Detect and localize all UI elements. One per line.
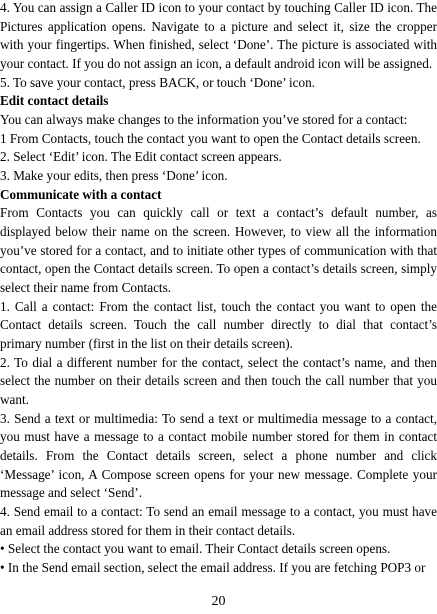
paragraph-save-contact: 5. To save your contact, press BACK, or touch ‘Done’ icon.: [0, 74, 316, 90]
heading-communicate-with-contact: Communicate with a contact: [0, 186, 162, 202]
paragraph-edit-intro: You can always make changes to the information you’ve stored for a contact:: [0, 112, 408, 128]
paragraph-caller-id: 4. You can assign a Caller ID icon to your contact by touching Caller ID icon. The Pictures application opens. Navigate to a picture and select it, size the cropper with your fingertips. When finished, select ‘Done’. The picture is associated with your contact. If you do not assign an icon, a default android icon will be assigned.: [0, 0, 437, 72]
paragraph-call-contact: 1. Call a contact: From the contact list, touch the contact you want to open the Contact details screen. Touch the call number directly to dial that contact’s primary number (first in the list on their details screen).: [0, 298, 437, 352]
paragraph-edit-step-1: 1 From Contacts, touch the contact you want to open the Contact details screen.: [0, 130, 421, 146]
paragraph-edit-step-3: 3. Make your edits, then press ‘Done’ icon.: [0, 168, 228, 184]
heading-edit-contact-details: Edit contact details: [0, 93, 109, 109]
paragraph-send-text-multimedia: 3. Send a text or multimedia: To send a text or multimedia message to a contact, you must have a message to a contact mobile number stored for them in contact details. From the Contact details screen, select a phone number and click ‘Message’ icon, A Compose screen opens for your new message. Complete your message and select ‘Send’.: [0, 410, 437, 501]
bullet-select-contact: • Select the contact you want to email. Their Contact details screen opens.: [0, 541, 391, 557]
paragraph-dial-different-number: 2. To dial a different number for the contact, select the contact’s name, and then select the number on their details screen and then touch the call number that you want.: [0, 354, 437, 408]
paragraph-send-email: 4. Send email to a contact: To send an email message to a contact, you must have an email address stored for them in their contact details.: [0, 504, 437, 538]
bullet-send-email-section: • In the Send email section, select the email address. If you are fetching POP3 or: [0, 560, 426, 576]
paragraph-edit-step-2: 2. Select ‘Edit’ icon. The Edit contact screen appears.: [0, 149, 282, 165]
paragraph-communicate-intro: From Contacts you can quickly call or text a contact’s default number, as displayed below their name on the screen. However, to view all the information you’ve stored for a contact, and to initiate other types of communication with that contact, open the Contact details screen. To open a contact’s details screen, simply select their name from Contacts.: [0, 205, 437, 296]
page-number: 20: [211, 594, 226, 609]
